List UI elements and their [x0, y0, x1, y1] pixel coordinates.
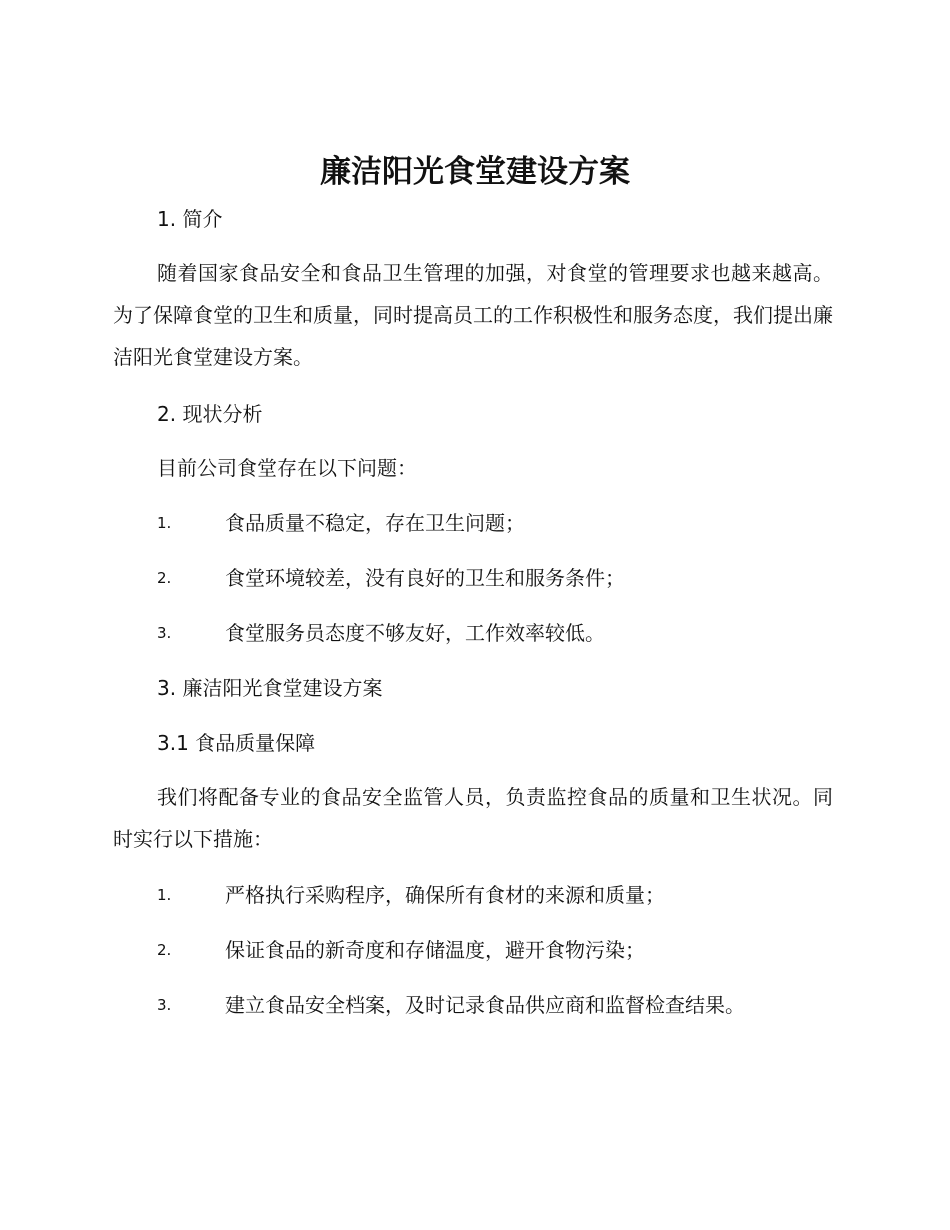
list-item	[157, 618, 857, 648]
section-heading-status: 2. 现状分析	[157, 402, 263, 426]
list-text: 保证食品的新奇度和存储温度，避开食物污染；	[225, 938, 645, 962]
food-quality-paragraph: 我们将配备专业的食品安全监管人员，负责监控食品的质量和卫生状况。同时实行以下措施：	[113, 785, 833, 851]
list-item	[157, 563, 857, 593]
subsection-heading-food-quality: 3.1 食品质量保障	[157, 731, 316, 755]
list-item	[157, 508, 857, 538]
list-number: 3.	[157, 624, 172, 642]
list-text: 食堂环境较差，没有良好的卫生和服务条件；	[225, 566, 625, 590]
section-heading-plan: 3. 廉洁阳光食堂建设方案	[157, 676, 383, 700]
list-item	[157, 880, 857, 910]
list-number: 1.	[157, 886, 172, 904]
list-text: 食品质量不稳定，存在卫生问题；	[225, 511, 525, 535]
list-item	[157, 935, 857, 965]
list-text: 食堂服务员态度不够友好，工作效率较低。	[225, 621, 605, 645]
status-intro-text: 目前公司食堂存在以下问题：	[157, 456, 417, 480]
section-heading-intro: 1. 简介	[157, 207, 223, 231]
document-title: 廉洁阳光食堂建设方案	[320, 154, 630, 190]
list-text: 严格执行采购程序，确保所有食材的来源和质量；	[225, 883, 665, 907]
list-number: 1.	[157, 514, 172, 532]
intro-paragraph: 随着国家食品安全和食品卫生管理的加强，对食堂的管理要求也越来越高。为了保障食堂的卫生和质量，同时提高员工的工作积极性和服务态度，我们提出廉洁阳光食堂建设方案。	[113, 261, 833, 369]
list-number: 2.	[157, 941, 172, 959]
list-text: 建立食品安全档案，及时记录食品供应商和监督检查结果。	[225, 993, 745, 1017]
list-item	[157, 990, 857, 1020]
list-number: 2.	[157, 569, 172, 587]
list-number: 3.	[157, 996, 172, 1014]
